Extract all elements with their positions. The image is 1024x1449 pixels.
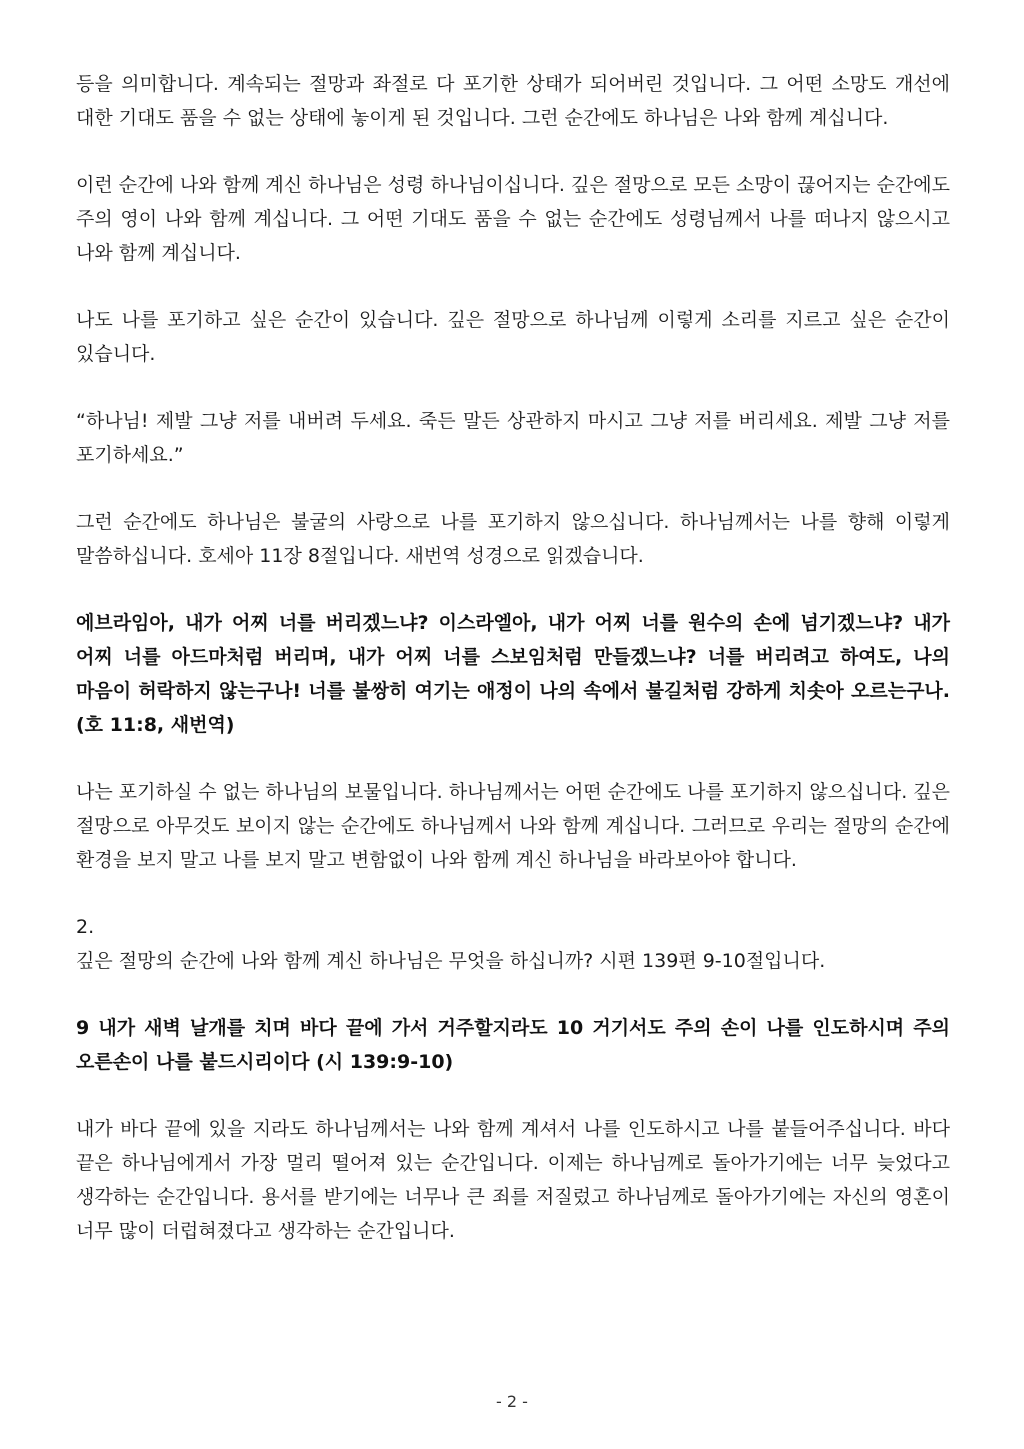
- paragraph: 나는 포기하실 수 없는 하나님의 보물입니다. 하나님께서는 어떤 순간에도 나를 포기하지 않으십니다. 깊은 절망으로 아무것도 보이지 않는 순간에도 하나님께서 나와 함께 계십니다. 그러므로 우리는 절망의 순간에 환경을 보지 말고 나를 보지 말고 변함없이 나와 함께 계신 하나님을 바라보아야 합니다.: [76, 781, 950, 871]
- quote-paragraph: “하나님! 제발 그냥 저를 내버려 두세요. 죽든 말든 상관하지 마시고 그냥 저를 버리세요. 제발 그냥 저를 포기하세요.”: [76, 410, 950, 466]
- paragraph: 이런 순간에 나와 함께 계신 하나님은 성령 하나님이십니다. 깊은 절망으로 모든 소망이 끊어지는 순간에도 주의 영이 나와 함께 계십니다. 그 어떤 기대도 품을 수 없는 순간에도 성령님께서 나를 떠나지 않으시고 나와 함께 계십니다.: [76, 174, 950, 264]
- page-number: - 2 -: [496, 1392, 528, 1411]
- section-number: 2.: [76, 916, 95, 938]
- paragraph: 등을 의미합니다. 계속되는 절망과 좌절로 다 포기한 상태가 되어버린 것입니다. 그 어떤 소망도 개선에 대한 기대도 품을 수 없는 상태에 놓이게 된 것입니다. 그런 순간에도 하나님은 나와 함께 계십니다.: [76, 73, 950, 129]
- paragraph: 깊은 절망의 순간에 나와 함께 계신 하나님은 무엇을 하십니까? 시편 139편 9-10절입니다.: [76, 950, 826, 972]
- paragraph: 내가 바다 끝에 있을 지라도 하나님께서는 나와 함께 계셔서 나를 인도하시고 나를 붙들어주십니다. 바다 끝은 하나님에게서 가장 멀리 떨어져 있는 순간입니다. 이제는 하나님께로 돌아가기에는 너무 늦었다고 생각하는 순간입니다. 용서를 받기에는 너무나 큰 죄를 저질렀고 하나님께로 돌아가기에는 자신의 영혼이 너무 많이 더럽혀졌다고 생각하는 순간입니다.: [76, 1118, 950, 1242]
- paragraph: 나도 나를 포기하고 싶은 순간이 있습니다. 깊은 절망으로 하나님께 이렇게 소리를 지르고 싶은 순간이 있습니다.: [76, 309, 950, 365]
- scripture-quote: 9 내가 새벽 날개를 치며 바다 끝에 가서 거주할지라도 10 거기서도 주의 손이 나를 인도하시며 주의 오른손이 나를 붙드시리이다 (시 139:9-10): [76, 1017, 950, 1073]
- scripture-quote: 에브라임아, 내가 어찌 너를 버리겠느냐? 이스라엘아, 내가 어찌 너를 원수의 손에 넘기겠느냐? 내가 어찌 너를 아드마처럼 버리며, 내가 어찌 너를 스보임처럼 만들겠느냐? 너를 버리려고 하여도, 나의 마음이 허락하지 않는구나! 너를 불쌍히 여기는 애정이 나의 속에서 불길처럼 강하게 치솟아 오르는구나. (호 11:8, 새번역): [76, 612, 950, 736]
- paragraph: 그런 순간에도 하나님은 불굴의 사랑으로 나를 포기하지 않으십니다. 하나님께서는 나를 향해 이렇게 말씀하십니다. 호세아 11장 8절입니다. 새번역 성경으로 읽겠습니다.: [76, 511, 950, 567]
- document-body: [76, 67, 950, 1281]
